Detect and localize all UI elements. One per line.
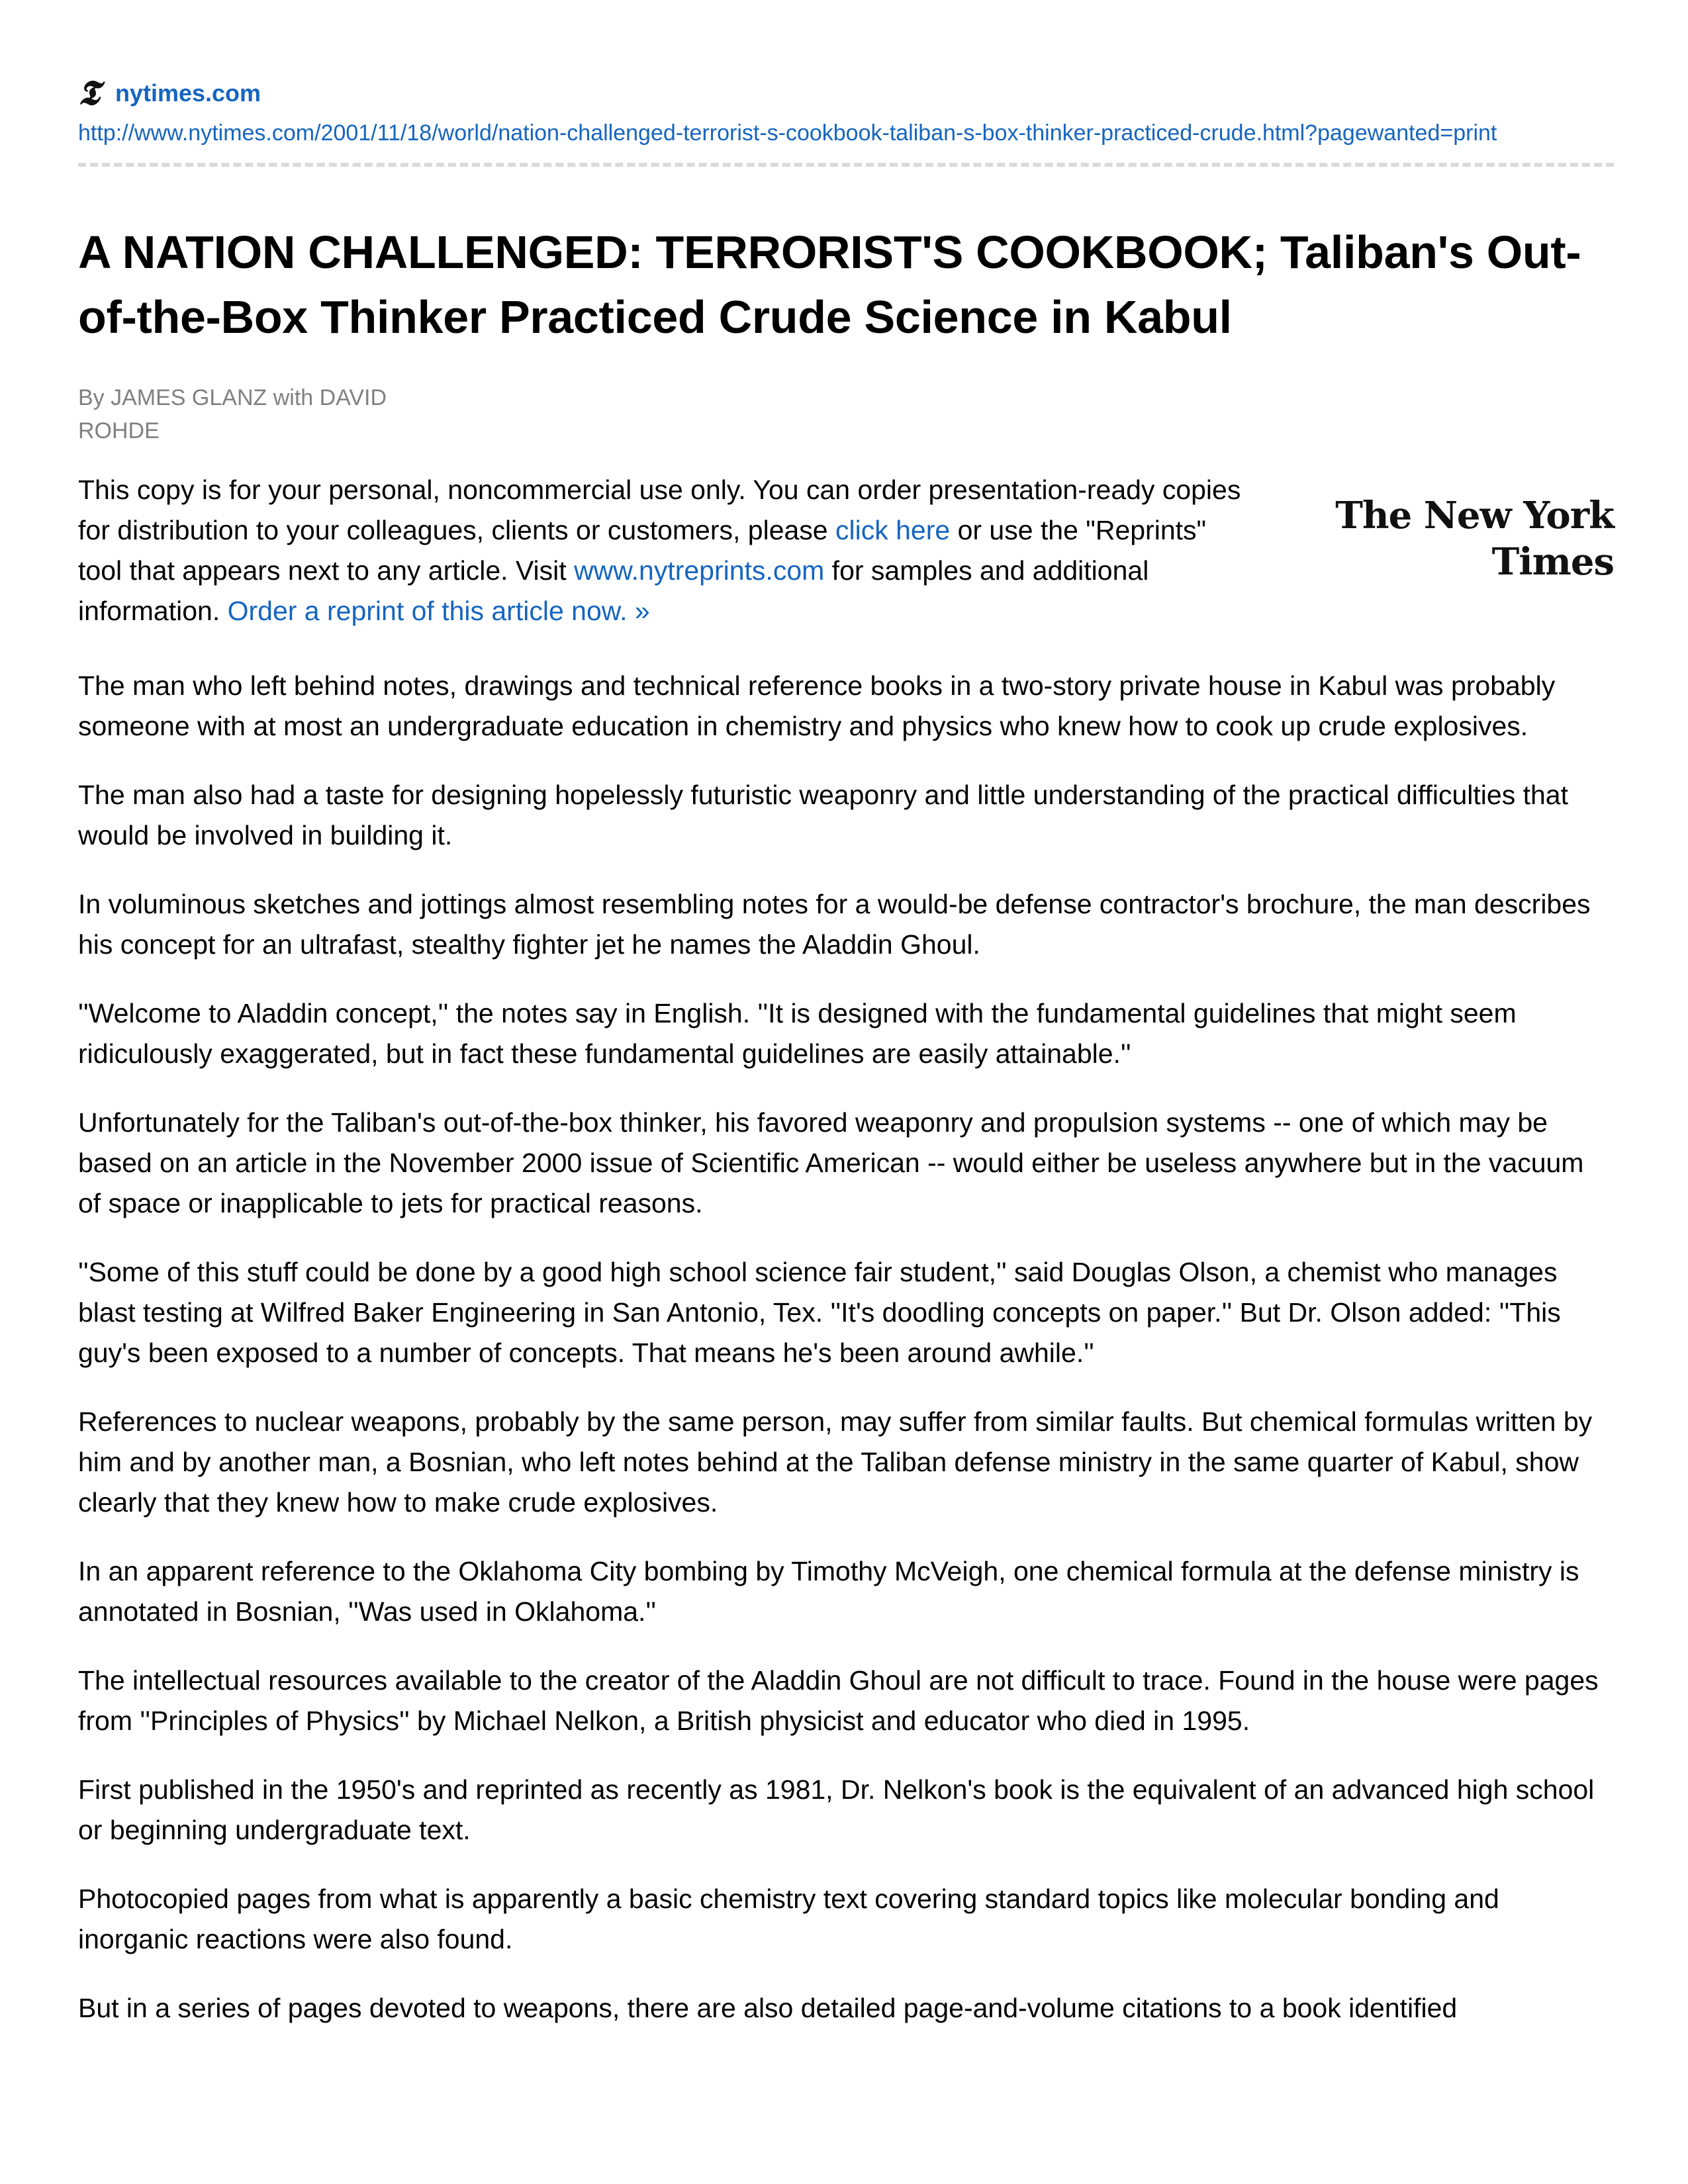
article-paragraph: Unfortunately for the Taliban's out-of-the-box thinker, his favored weaponry and propulsion systems -- one of which may be based on an article in the November 2000 issue of Scientific American -- would either be useless anywhere but in the vacuum of space or inapplicable to jets for practical reasons. — [78, 1107, 1584, 1218]
print-page — [78, 74, 1614, 2057]
article-paragraph: ''Welcome to Aladdin concept,'' the notes say in English. ''It is designed with the fundamental guidelines that might seem ridiculously exaggerated, but in fact these fundamental guidelines are easily attainable.'' — [78, 998, 1517, 1069]
article-paragraph: ''Some of this stuff could be done by a good high school science fair student,'' said Douglas Olson, a chemist who manages blast testing at Wilfred Baker Engineering in San Antonio, Tex. ''It's doodling concepts on paper.'' But Dr. Olson added: ''This guy's been exposed to a number of concepts. That means he's been around awhile.'' — [78, 1257, 1561, 1368]
article-paragraph: First published in the 1950's and reprinted as recently as 1981, Dr. Nelkon's book is the equivalent of an advanced high school or beginning undergraduate text. — [78, 1774, 1595, 1845]
article-paragraph: But in a series of pages devoted to weapons, there are also detailed page-and-volume citations to a book identified — [78, 1993, 1458, 2023]
reprint-notice-block — [78, 470, 1614, 635]
nyt-masthead-logo: The New York Times — [1335, 494, 1614, 584]
article-paragraph: The man who left behind notes, drawings and technical reference books in a two-story private house in Kabul was probably someone with at most an undergraduate education in chemistry and physics who knew how to cook up crude explosives. — [78, 670, 1556, 741]
article-paragraph: References to nuclear weapons, probably by the same person, may suffer from similar faults. But chemical formulas written by him and by another man, a Bosnian, who left notes behind at the Taliban defense ministry in the same quarter of Kabul, show clearly that they knew how to make crude explosives. — [78, 1406, 1593, 1518]
site-header — [78, 74, 1614, 113]
dashed-divider — [78, 163, 1614, 167]
article-paragraph: The man also had a taste for designing hopelessly futuristic weaponry and little understanding of the practical difficulties that would be involved in building it. — [78, 780, 1568, 850]
notice-text-3: for samples and additional information. — [78, 555, 1149, 626]
article-url-link[interactable]: http://www.nytimes.com/2001/11/18/world/nation-challenged-terrorist-s-cookbook-taliban-s-box-thinker-practiced-crude.html?pagewanted=print — [78, 120, 1497, 146]
article-paragraph: In an apparent reference to the Oklahoma City bombing by Timothy McVeigh, one chemical formula at the defense ministry is annotated in Bosnian, ''Was used in Oklahoma.'' — [78, 1556, 1579, 1627]
notice-text-1: This copy is for your personal, noncommercial use only. You can order presentation-ready copies for distribution to your colleagues, clients or customers, please — [78, 475, 1241, 545]
click-here-link[interactable]: click here — [835, 515, 951, 545]
site-name-link[interactable]: nytimes.com — [115, 79, 261, 107]
notice-text-2: or use the "Reprints" tool that appears next to any article. Visit — [78, 515, 1207, 586]
article-paragraph: Photocopied pages from what is apparently a basic chemistry text covering standard topics like molecular bonding and inorganic reactions were also found. — [78, 1884, 1499, 1954]
article-headline: A NATION CHALLENGED: TERRORIST'S COOKBOOK; Taliban's Out-of-the-Box Thinker Practiced Crude Science in Kabul — [78, 226, 1581, 343]
nyt-t-logo-icon: 𝕿 — [78, 73, 99, 113]
article-body — [78, 666, 1614, 2028]
order-reprint-link[interactable]: Order a reprint of this article now. » — [227, 596, 650, 626]
article-paragraph: In voluminous sketches and jottings almost resembling notes for a would-be defense contractor's brochure, the man describes his concept for an ultrafast, stealthy fighter jet he names the Aladdin Ghoul. — [78, 889, 1591, 960]
article-paragraph: The intellectual resources available to the creator of the Aladdin Ghoul are not difficult to trace. Found in the house were pages from ''Principles of Physics'' by Michael Nelkon, a British physicist and educator who died in 1995. — [78, 1665, 1599, 1736]
byline: By JAMES GLANZ with DAVID ROHDE — [78, 385, 387, 443]
nytreprints-link[interactable]: www.nytreprints.com — [574, 555, 825, 586]
reprint-notice — [78, 470, 1256, 631]
